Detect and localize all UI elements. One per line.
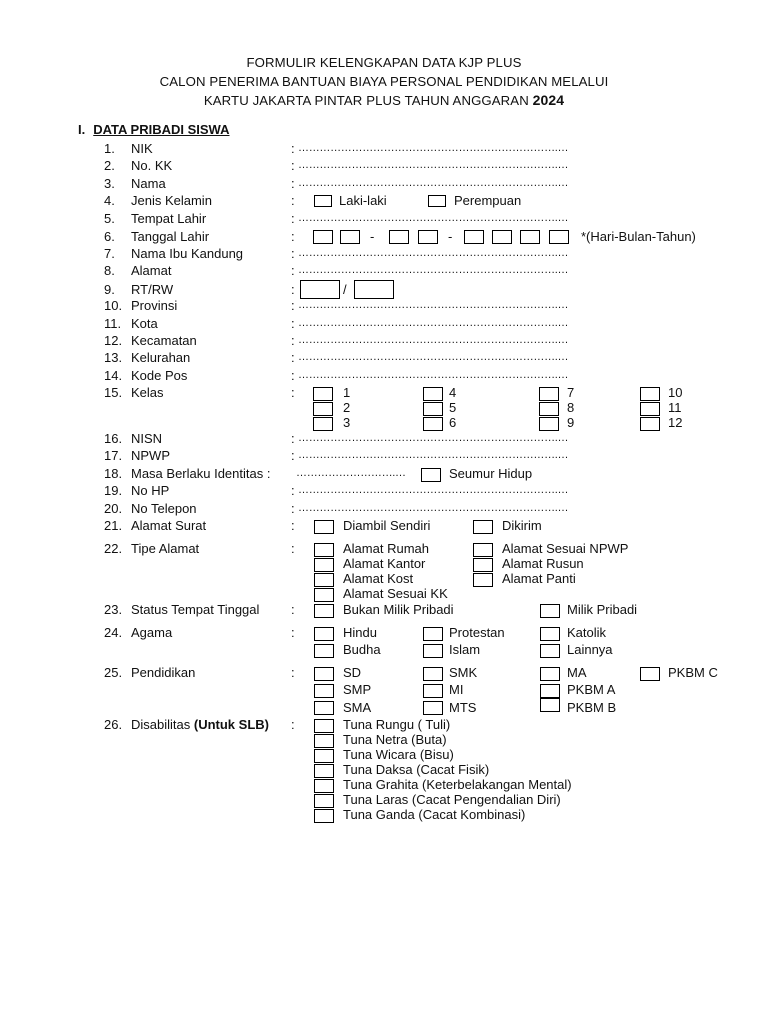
checkbox-tuna-laras[interactable] [314,794,334,808]
option-label-bukan-milik-pribadi: Bukan Milik Pribadi [343,602,454,617]
field-number: 17. [104,448,123,463]
field-number: 8. [104,263,115,278]
field-label-agama: Agama [131,625,173,640]
colon: : [291,158,295,173]
option-label-laki-laki: Laki-laki [339,193,387,208]
checkbox-tuna-grahita[interactable] [314,779,334,793]
field-number: 25. [104,665,123,680]
rt-input-box[interactable] [300,280,340,299]
checkbox-protestan[interactable] [423,627,443,641]
colon: : [291,298,295,313]
colon: : [291,141,295,156]
option-label-milik-pribadi: Milik Pribadi [567,602,638,617]
option-label-alamat-panti: Alamat Panti [502,571,576,586]
checkbox-pkbm-c[interactable] [640,667,660,681]
field-number: 4. [104,193,115,208]
option-label-tuna-daksa: Tuna Daksa (Cacat Fisik) [343,762,490,777]
checkbox-tuna-daksa[interactable] [314,764,334,778]
field-label-kelurahan: Kelurahan [131,350,191,365]
checkbox-alamat-sesuai-npwp[interactable] [473,543,493,557]
checkbox-alamat-sesuai-kk[interactable] [314,588,334,602]
field-number: 10. [104,298,123,313]
colon: : [291,518,295,533]
field-number: 24. [104,625,123,640]
option-label-kelas-7: 7 [567,385,575,400]
field-label-status-tempat-tinggal: Status Tempat Tinggal [131,602,260,617]
field-number: 14. [104,368,123,383]
option-label-kelas-5: 5 [449,400,457,415]
colon: : [291,541,295,556]
colon: : [291,431,295,446]
input-line-masa-berlaku[interactable]: ……………………….… [296,467,406,479]
date-format-note: *(Hari-Bulan-Tahun) [581,229,696,244]
option-label-alamat-rumah: Alamat Rumah [343,541,429,556]
checkbox-alamat-rumah[interactable] [314,543,334,557]
input-line-nama[interactable]: ……………………………………………………………….… [298,177,569,189]
input-line-nisn[interactable]: ……………………………………………………………….… [298,432,569,444]
field-number: 7. [104,246,115,261]
option-label-kelas-6: 6 [449,415,457,430]
date-box-month-1[interactable] [389,230,409,244]
checkbox-alamat-kantor[interactable] [314,558,334,572]
checkbox-pkbm-b[interactable] [540,698,560,712]
option-label-perempuan: Perempuan [454,193,522,208]
checkbox-kelas-5[interactable] [423,402,443,416]
option-label-kelas-8: 8 [567,400,575,415]
form-title-line-2: CALON PENERIMA BANTUAN BIAYA PERSONAL PENDIDIKAN MELALUI [159,74,609,89]
checkbox-kelas-11[interactable] [640,402,660,416]
colon: : [291,350,295,365]
checkbox-seumur-hidup[interactable] [421,468,441,482]
field-label-no-kk: No. KK [131,158,173,173]
checkbox-tuna-netra[interactable] [314,734,334,748]
checkbox-kelas-7[interactable] [539,387,559,401]
field-number: 21. [104,518,123,533]
field-number: 26. [104,717,123,732]
colon: : [291,717,295,732]
date-box-day-1[interactable] [313,230,333,244]
field-number: 18. [104,466,123,481]
input-line-no-kk[interactable]: ……………………………………………………………….… [298,159,569,171]
option-label-alamat-kantor: Alamat Kantor [343,556,426,571]
checkbox-dikirim[interactable] [473,520,493,534]
checkbox-kelas-3[interactable] [313,417,333,431]
option-label-kelas-12: 12 [668,415,683,430]
option-label-islam: Islam [449,642,481,657]
input-line-npwp[interactable]: ……………………………………………………………….… [298,449,569,461]
option-label-dikirim: Dikirim [502,518,542,533]
field-number: 16. [104,431,123,446]
checkbox-smk[interactable] [423,667,443,681]
colon: : [291,625,295,640]
field-number: 20. [104,501,123,516]
date-separator: - [370,229,375,244]
checkbox-alamat-panti[interactable] [473,573,493,587]
checkbox-kelas-6[interactable] [423,417,443,431]
checkbox-ma[interactable] [540,667,560,681]
option-label-mts: MTS [449,700,477,715]
rw-input-box[interactable] [354,280,394,299]
checkbox-kelas-12[interactable] [640,417,660,431]
checkbox-alamat-rusun[interactable] [473,558,493,572]
option-label-tuna-ganda: Tuna Ganda (Cacat Kombinasi) [343,807,526,822]
checkbox-bukan-milik-pribadi[interactable] [314,604,334,618]
checkbox-tuna-wicara[interactable] [314,749,334,763]
field-number: 12. [104,333,123,348]
checkbox-kelas-1[interactable] [313,387,333,401]
input-line-provinsi[interactable]: ……………………………………………………………….… [298,299,569,311]
colon: : [291,316,295,331]
colon: : [291,211,295,226]
field-label-disabilitas [131,717,269,732]
date-box-year-3[interactable] [520,230,540,244]
checkbox-mi[interactable] [423,684,443,698]
form-title-line-1: FORMULIR KELENGKAPAN DATA KJP PLUS [246,55,522,70]
field-number: 11. [104,316,122,331]
option-label-pkbm-a: PKBM A [567,682,616,697]
colon: : [291,385,295,400]
disabilitas-label-text: Disabilitas [131,717,191,732]
colon: : [291,263,295,278]
checkbox-hindu[interactable] [314,627,334,641]
checkbox-smp[interactable] [314,684,334,698]
checkbox-islam[interactable] [423,644,443,658]
field-label-alamat: Alamat [131,263,172,278]
checkbox-katolik[interactable] [540,627,560,641]
field-label-kelas: Kelas [131,385,164,400]
field-label-no-hp: No HP [131,483,170,498]
option-label-kelas-10: 10 [668,385,683,400]
field-label-masa-berlaku-identitas: Masa Berlaku Identitas : [131,466,271,481]
input-line-no-telepon[interactable]: ……………………………………………………………….… [298,502,569,514]
date-separator: - [448,229,453,244]
disabilitas-label-note: (Untuk SLB) [193,717,269,732]
option-label-tuna-netra: Tuna Netra (Buta) [343,732,447,747]
colon: : [291,483,295,498]
field-label-provinsi: Provinsi [131,298,178,313]
field-number: 6. [104,229,115,244]
option-label-tuna-laras: Tuna Laras (Cacat Pengendalian Diri) [343,792,561,807]
form-title-year: 2024 [532,92,565,108]
option-label-sd: SD [343,665,362,680]
field-label-alamat-surat: Alamat Surat [131,518,207,533]
field-number: 22. [104,541,123,556]
input-line-kelurahan[interactable]: ……………………………………………………………….… [298,351,569,363]
field-number: 5. [104,211,115,226]
colon: : [291,333,295,348]
option-label-diambil-sendiri: Diambil Sendiri [343,518,431,533]
input-line-nik[interactable]: ……………………………………………………………….… [298,142,569,154]
field-number: 3. [104,176,115,191]
colon: : [291,229,295,244]
date-box-year-1[interactable] [464,230,484,244]
checkbox-mts[interactable] [423,701,443,715]
input-line-kecamatan[interactable]: ……………………………………………………………….… [298,334,569,346]
input-line-kota[interactable]: ……………………………………………………………….… [298,317,569,329]
option-label-alamat-kost: Alamat Kost [343,571,414,586]
form-title-text: KARTU JAKARTA PINTAR PLUS TAHUN ANGGARAN [203,93,529,108]
field-label-jenis-kelamin: Jenis Kelamin [131,193,212,208]
colon: : [291,176,295,191]
input-line-nama-ibu-kandung[interactable]: ……………………………………………………………….… [298,247,569,259]
colon: : [291,602,295,617]
colon: : [291,246,295,261]
checkbox-kelas-8[interactable] [539,402,559,416]
option-label-pkbm-c: PKBM C [668,665,718,680]
field-number: 1. [104,141,115,156]
date-box-year-2[interactable] [492,230,512,244]
option-label-katolik: Katolik [567,625,607,640]
checkbox-budha[interactable] [314,644,334,658]
checkbox-kelas-2[interactable] [313,402,333,416]
field-number: 23. [104,602,123,617]
checkbox-sma[interactable] [314,701,334,715]
colon: : [291,665,295,680]
field-label-tanggal-lahir: Tanggal Lahir [131,229,210,244]
input-line-no-hp[interactable]: ……………………………………………………………….… [298,484,569,496]
field-label-nisn: NISN [131,431,163,446]
field-label-kode-pos: Kode Pos [131,368,188,383]
field-label-npwp: NPWP [131,448,170,463]
option-label-tuna-grahita: Tuna Grahita (Keterbelakangan Mental) [343,777,572,792]
section-heading [78,122,230,137]
input-line-tempat-lahir[interactable]: ……………………………………………………………….… [298,212,569,224]
option-label-tuna-rungu: Tuna Rungu ( Tuli) [343,717,451,732]
checkbox-sd[interactable] [314,667,334,681]
option-label-protestan: Protestan [449,625,505,640]
date-box-year-4[interactable] [549,230,569,244]
colon: : [291,282,295,297]
date-box-day-2[interactable] [340,230,360,244]
option-label-budha: Budha [343,642,381,657]
section-title: DATA PRIBADI SISWA [93,122,230,137]
input-line-kode-pos[interactable]: ……………………………………………………………….… [298,369,569,381]
checkbox-kelas-4[interactable] [423,387,443,401]
option-label-ma: MA [567,665,587,680]
field-label-nama: Nama [131,176,166,191]
checkbox-lainnya[interactable] [540,644,560,658]
form-title-line-3 [0,92,768,108]
option-label-lainnya: Lainnya [567,642,613,657]
field-label-kota: Kota [131,316,158,331]
option-label-smp: SMP [343,682,372,697]
checkbox-kelas-10[interactable] [640,387,660,401]
option-label-alamat-sesuai-kk: Alamat Sesuai KK [343,586,448,601]
option-label-alamat-rusun: Alamat Rusun [502,556,584,571]
option-label-kelas-2: 2 [343,400,351,415]
option-label-kelas-9: 9 [567,415,575,430]
checkbox-alamat-kost[interactable] [314,573,334,587]
field-label-tipe-alamat: Tipe Alamat [131,541,200,556]
input-line-alamat[interactable]: ……………………………………………………………….… [298,264,569,276]
field-label-nik: NIK [131,141,153,156]
checkbox-laki-laki[interactable] [314,195,332,207]
field-label-pendidikan: Pendidikan [131,665,196,680]
option-label-kelas-1: 1 [343,385,351,400]
field-label-tempat-lahir: Tempat Lahir [131,211,207,226]
checkbox-pkbm-a[interactable] [540,684,560,698]
checkbox-diambil-sendiri[interactable] [314,520,334,534]
option-label-mi: MI [449,682,464,697]
field-number: 9. [104,282,115,297]
colon: : [291,448,295,463]
field-number: 15. [104,385,123,400]
option-label-sma: SMA [343,700,372,715]
checkbox-tuna-rungu[interactable] [314,719,334,733]
field-label-no-telepon: No Telepon [131,501,197,516]
field-label-rt-rw: RT/RW [131,282,174,297]
field-label-nama-ibu-kandung: Nama Ibu Kandung [131,246,244,261]
colon: : [291,193,295,208]
option-label-alamat-sesuai-npwp: Alamat Sesuai NPWP [502,541,629,556]
option-label-kelas-11: 11 [668,400,682,415]
section-number: I. [78,122,86,137]
option-label-kelas-3: 3 [343,415,351,430]
checkbox-milik-pribadi[interactable] [540,604,560,618]
colon: : [291,368,295,383]
field-label-kecamatan: Kecamatan [131,333,197,348]
rt-rw-separator: / [343,282,347,297]
checkbox-tuna-ganda[interactable] [314,809,334,823]
field-number: 19. [104,483,123,498]
checkbox-kelas-9[interactable] [539,417,559,431]
colon: : [291,501,295,516]
option-label-seumur-hidup: Seumur Hidup [449,466,533,481]
field-number: 2. [104,158,115,173]
field-number: 13. [104,350,123,365]
option-label-tuna-wicara: Tuna Wicara (Bisu) [343,747,454,762]
option-label-hindu: Hindu [343,625,377,640]
option-label-pkbm-b: PKBM B [567,700,617,715]
date-box-month-2[interactable] [418,230,438,244]
checkbox-perempuan[interactable] [428,195,446,207]
option-label-smk: SMK [449,665,478,680]
option-label-kelas-4: 4 [449,385,457,400]
